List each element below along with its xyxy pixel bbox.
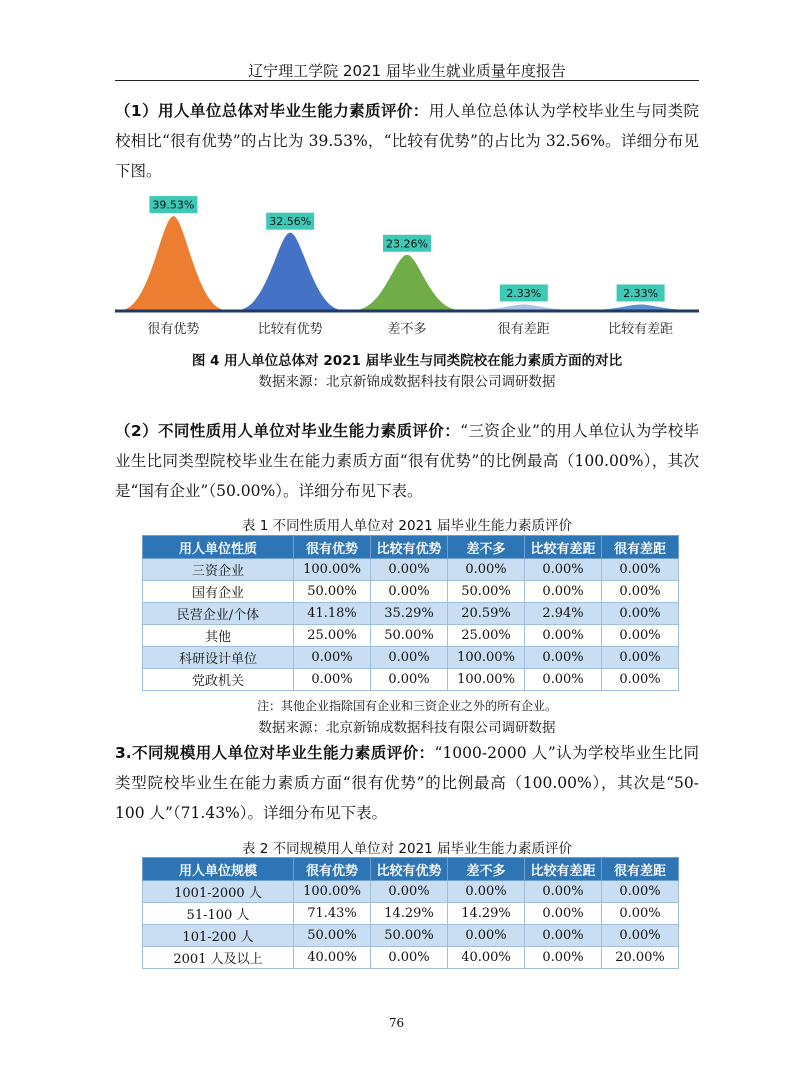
figure-caption: 图 4 用人单位总体对 2021 届毕业生与同类院校在能力素质方面的对比 xyxy=(191,353,623,369)
value-cell: 0.00% xyxy=(448,559,525,581)
value-cell: 25.00% xyxy=(294,625,371,647)
value-cell: 0.00% xyxy=(602,903,679,925)
row-label-cell: 国有企业 xyxy=(143,581,294,603)
page-number: 76 xyxy=(388,1016,405,1030)
value-cell: 0.00% xyxy=(602,669,679,691)
category-label: 比较有差距 xyxy=(608,322,674,337)
row-label-cell: 1001-2000 人 xyxy=(143,881,294,903)
table1-caption: 表 1 不同性质用人单位对 2021 届毕业生能力素质评价 xyxy=(241,518,573,534)
value-cell: 50.00% xyxy=(371,625,448,647)
section1-lead: （1）用人单位总体对毕业生能力素质评价： xyxy=(115,102,429,120)
section2-lead: （2）不同性质用人单位对毕业生能力素质评价： xyxy=(115,422,461,440)
section2-body: “三资企业”的用人单位认为学校毕业生比同类型院校毕业生在能力素质方面“很有优势”的比例最高（100.00%），其次是“国有企业”（50.00%）。详细分布见下表。 xyxy=(115,422,699,500)
table-by-employer-size xyxy=(142,857,679,969)
column-header: 用人单位规模 xyxy=(143,858,294,881)
row-label-cell: 民营企业/个体 xyxy=(143,603,294,625)
value-cell: 0.00% xyxy=(602,925,679,947)
category-label: 比较有优势 xyxy=(257,322,323,337)
value-cell: 0.00% xyxy=(525,625,602,647)
row-label-cell: 三资企业 xyxy=(143,559,294,581)
value-cell: 25.00% xyxy=(448,625,525,647)
data-label: 2.33% xyxy=(506,286,542,300)
table-row xyxy=(143,647,679,669)
figure-source: 数据来源：北京新锦成数据科技有限公司调研数据 xyxy=(258,374,556,390)
data-label: 23.26% xyxy=(386,237,428,251)
table-row xyxy=(143,559,679,581)
section2-paragraph xyxy=(115,416,699,506)
value-cell: 0.00% xyxy=(448,881,525,903)
value-cell: 0.00% xyxy=(602,625,679,647)
value-cell: 0.00% xyxy=(525,903,602,925)
value-cell: 0.00% xyxy=(371,581,448,603)
value-cell: 0.00% xyxy=(371,669,448,691)
running-header: 辽宁理工学院 2021 届毕业生就业质量年度报告 xyxy=(248,62,566,80)
table-row xyxy=(143,903,679,925)
table-row xyxy=(143,947,679,969)
value-cell: 100.00% xyxy=(448,669,525,691)
category-label: 差不多 xyxy=(387,322,427,337)
row-label-cell: 51-100 人 xyxy=(143,903,294,925)
table1-source: 数据来源：北京新锦成数据科技有限公司调研数据 xyxy=(258,720,556,736)
value-cell: 0.00% xyxy=(371,947,448,969)
value-cell: 20.00% xyxy=(602,947,679,969)
value-cell: 40.00% xyxy=(294,947,371,969)
value-cell: 20.59% xyxy=(448,603,525,625)
category-label: 很有差距 xyxy=(497,322,550,337)
value-cell: 100.00% xyxy=(448,647,525,669)
value-cell: 0.00% xyxy=(371,881,448,903)
value-cell: 50.00% xyxy=(371,925,448,947)
table-row xyxy=(143,925,679,947)
column-header: 比较有优势 xyxy=(371,858,448,881)
table-row xyxy=(143,669,679,691)
value-cell: 100.00% xyxy=(294,559,371,581)
column-header: 很有差距 xyxy=(602,536,679,559)
row-label-cell: 科研设计单位 xyxy=(143,647,294,669)
value-cell: 0.00% xyxy=(371,559,448,581)
column-header: 差不多 xyxy=(448,858,525,881)
value-cell: 0.00% xyxy=(602,603,679,625)
column-header: 很有优势 xyxy=(294,858,371,881)
value-cell: 14.29% xyxy=(448,903,525,925)
chart-peak xyxy=(354,255,459,310)
category-label: 很有优势 xyxy=(147,322,200,337)
value-cell: 71.43% xyxy=(294,903,371,925)
section3-body: “1000-2000 人”认为学校毕业生比同类型院校毕业生在能力素质方面“很有优势”的比例最高（100.00%），其次是“50-100 人”（71.43%）。详细分布见下表。 xyxy=(115,744,700,822)
chart-peak xyxy=(588,304,693,310)
column-header: 很有优势 xyxy=(294,536,371,559)
value-cell: 0.00% xyxy=(371,647,448,669)
value-cell: 0.00% xyxy=(525,647,602,669)
table2-caption: 表 2 不同规模用人单位对 2021 届毕业生能力素质评价 xyxy=(241,841,573,857)
value-cell: 2.94% xyxy=(525,603,602,625)
section3-lead: 3.不同规模用人单位对毕业生能力素质评价： xyxy=(115,744,435,762)
value-cell: 0.00% xyxy=(602,559,679,581)
value-cell: 0.00% xyxy=(525,881,602,903)
value-cell: 14.29% xyxy=(371,903,448,925)
row-label-cell: 101-200 人 xyxy=(143,925,294,947)
value-cell: 35.29% xyxy=(371,603,448,625)
value-cell: 0.00% xyxy=(294,647,371,669)
value-cell: 0.00% xyxy=(525,669,602,691)
value-cell: 41.18% xyxy=(294,603,371,625)
table-row xyxy=(143,603,679,625)
section1-body: 用人单位总体认为学校毕业生与同类院校相比“很有优势”的占比为 39.53%，“比较有优势”的占比为 32.56%。详细分布见下图。 xyxy=(115,102,699,180)
table-row xyxy=(143,625,679,647)
row-label-cell: 2001 人及以上 xyxy=(143,947,294,969)
value-cell: 0.00% xyxy=(294,669,371,691)
chart-peak xyxy=(121,216,226,310)
table-row xyxy=(143,881,679,903)
value-cell: 0.00% xyxy=(602,881,679,903)
data-label: 32.56% xyxy=(269,215,312,229)
column-header: 用人单位性质 xyxy=(143,536,294,559)
value-cell: 100.00% xyxy=(294,881,371,903)
value-cell: 0.00% xyxy=(525,581,602,603)
row-label-cell: 党政机关 xyxy=(143,669,294,691)
table1-note: 注：其他企业指除国有企业和三资企业之外的所有企业。 xyxy=(256,699,557,713)
value-cell: 50.00% xyxy=(294,581,371,603)
value-cell: 0.00% xyxy=(525,925,602,947)
chart-peak xyxy=(238,233,343,310)
value-cell: 0.00% xyxy=(602,581,679,603)
section1-paragraph xyxy=(115,96,699,186)
chart-peak xyxy=(471,304,576,310)
comparison-chart xyxy=(115,190,699,345)
table-header-row xyxy=(143,536,679,559)
value-cell: 40.00% xyxy=(448,947,525,969)
data-label: 2.33% xyxy=(623,286,659,300)
table-row xyxy=(143,581,679,603)
column-header: 比较有差距 xyxy=(525,858,602,881)
table-by-employer-type xyxy=(142,535,679,691)
column-header: 很有差距 xyxy=(602,858,679,881)
header-rule xyxy=(115,80,699,81)
column-header: 比较有差距 xyxy=(525,536,602,559)
value-cell: 50.00% xyxy=(448,581,525,603)
value-cell: 0.00% xyxy=(525,559,602,581)
table-header-row xyxy=(143,858,679,881)
value-cell: 50.00% xyxy=(294,925,371,947)
value-cell: 0.00% xyxy=(602,647,679,669)
value-cell: 0.00% xyxy=(448,925,525,947)
row-label-cell: 其他 xyxy=(143,625,294,647)
data-label: 39.53% xyxy=(152,198,195,212)
section3-paragraph xyxy=(115,738,699,828)
value-cell: 0.00% xyxy=(525,947,602,969)
column-header: 比较有优势 xyxy=(371,536,448,559)
column-header: 差不多 xyxy=(448,536,525,559)
